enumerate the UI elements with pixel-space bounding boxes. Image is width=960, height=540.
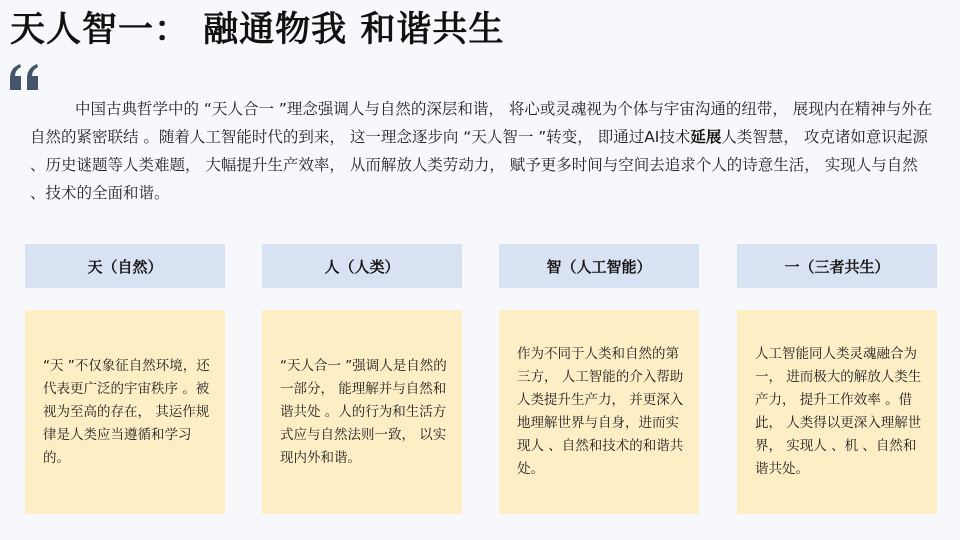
- slide-title: 天人智一： 融通物我 和谐共生: [10, 10, 505, 50]
- intro-text-1: 中国古典哲学中的 “天人合一 ”理念强调人与自然的深层和谐， 将心或灵魂视为个体与宇宙沟通的纽带， 展现内在精神与外在自然的紧密联结 。随着人工智能时代的到来， 这一理念逐步向 “天人智一 ”转变， 即通过AI技术: [30, 100, 933, 146]
- column-card-yi: [737, 310, 937, 514]
- card-text: “天 ”不仅象征自然环境，还代表更广泛的宇宙秩序 。被视为至高的存在， 其运作规律是人类应当遵循和学习的。: [43, 357, 210, 466]
- column-heading-ren: 人（人类）: [262, 244, 462, 288]
- quote-icon: [8, 62, 42, 92]
- card-text: 作为不同于人类和自然的第三方， 人工智能的介入帮助人类提升生产力， 并更深入地理解世界与自身，进而实现人 、自然和技术的和谐共处。: [517, 346, 684, 477]
- column-card-tian: [25, 310, 225, 514]
- column-card-zhi: [499, 310, 699, 514]
- card-text: 人工智能同人类灵魂融合为一， 进而极大的解放人类生产力， 提升工作效率 。借此， 人类得以更深入理解世界， 实现人 、机 、自然和谐共处。: [755, 346, 922, 477]
- column-card-ren: [262, 310, 462, 514]
- column-heading-zhi: 智（人工智能）: [499, 244, 699, 288]
- column-heading-tian: 天（自然）: [25, 244, 225, 288]
- intro-text-2: 人类智慧， 攻克诸如意识起源 、历史谜题等人类难题， 大幅提升生产效率， 从而解放人类劳动力， 赋予更多时间与空间去追求个人的诗意生活， 实现人与自然 、技术的全面和谐。: [30, 128, 928, 202]
- card-text: “天人合一 ”强调人是自然的一部分， 能理解并与自然和谐共处 。人的行为和生活方式应与自然法则一致， 以实现内外和谐。: [280, 357, 447, 466]
- column-heading-yi: 一（三者共生）: [737, 244, 937, 288]
- intro-emphasis: 延展: [690, 128, 722, 146]
- intro-paragraph: [30, 95, 935, 207]
